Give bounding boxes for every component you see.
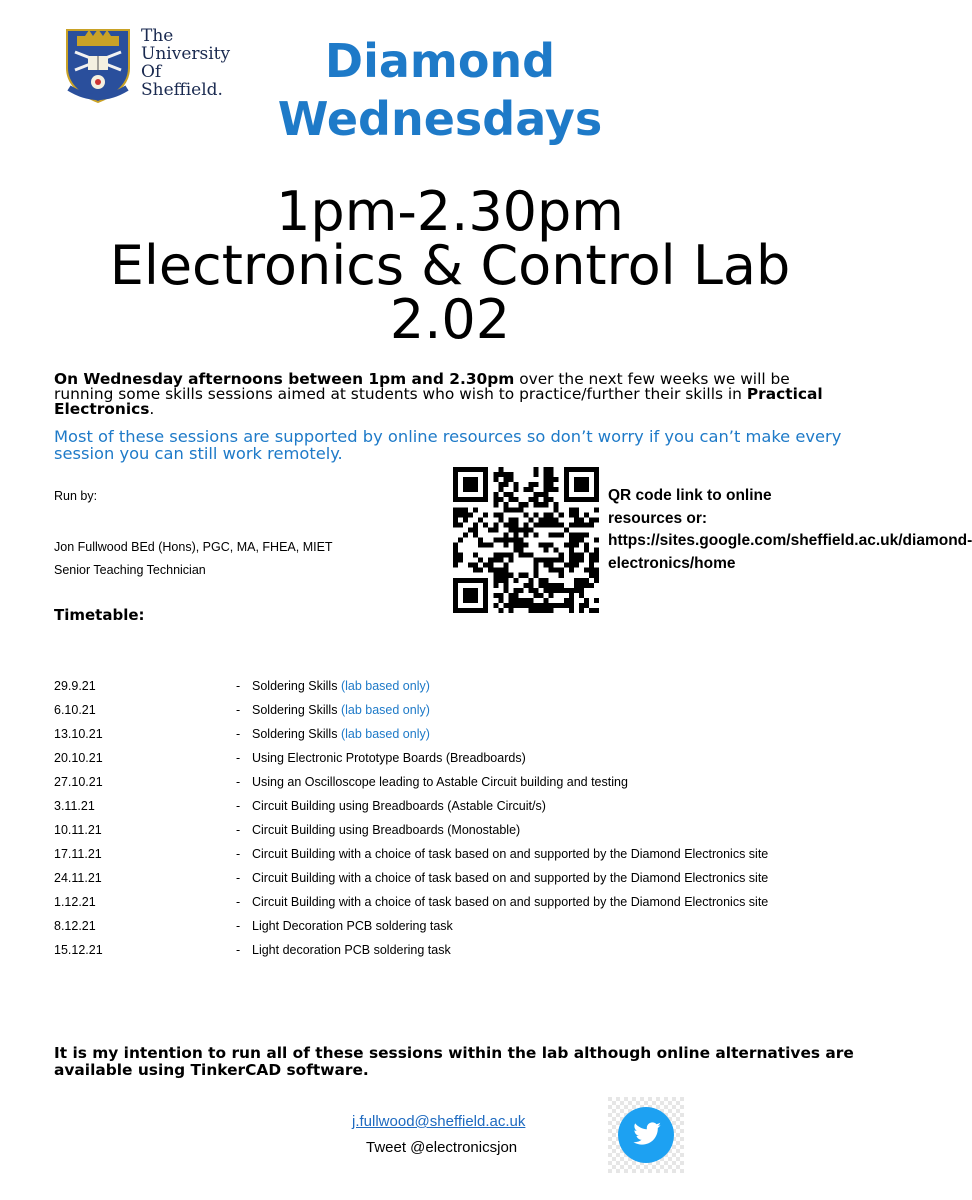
email-link[interactable]: j.fullwood@sheffield.ac.uk: [352, 1113, 526, 1130]
row-desc: [252, 679, 430, 693]
row-date: 8.12.21: [54, 919, 96, 933]
row-desc-text: Circuit Building with a choice of task based on and supported by the Diamond Electronics site: [252, 895, 769, 909]
intro-bold-topic: Practical Electronics: [54, 385, 823, 418]
row-date: 3.11.21: [54, 799, 95, 813]
row-dash: -: [236, 871, 241, 885]
row-date: 17.11.21: [54, 847, 102, 861]
qr-code-icon[interactable]: [453, 467, 599, 613]
runner-name: Jon Fullwood BEd (Hons), PGC, MA, FHEA, MIET: [54, 540, 333, 554]
row-dash: -: [236, 919, 241, 933]
university-logo-text: [141, 27, 230, 99]
online-resources-note: Most of these sessions are supported by online resources so don’t worry if you can’t make every session you can still work remotely.: [54, 427, 842, 463]
timetable-row: [0, 679, 900, 701]
row-desc: [252, 751, 526, 765]
row-date: 6.10.21: [54, 703, 96, 717]
qr-caption: QR code link to online resources or: https://sites.google.com/sheffield.ac.uk/diamond-electronics/home: [608, 487, 972, 572]
row-dash: -: [236, 943, 241, 957]
row-desc-text: Light decoration PCB soldering task: [252, 943, 451, 957]
row-desc-text: Circuit Building with a choice of task based on and supported by the Diamond Electronics site: [252, 871, 769, 885]
timetable-row: [0, 703, 900, 725]
row-desc: [252, 895, 768, 909]
session-room: 2.02: [389, 288, 511, 351]
row-desc: [252, 703, 430, 717]
row-desc-text: Light Decoration PCB soldering task: [252, 919, 453, 933]
row-date: 24.11.21: [54, 871, 102, 885]
page-title: [240, 32, 640, 148]
university-crest-icon: [63, 26, 133, 104]
logo-line: Of: [141, 62, 162, 82]
row-date: 10.11.21: [54, 823, 102, 837]
row-dash: -: [236, 799, 241, 813]
row-dash: -: [236, 751, 241, 765]
row-dash: -: [236, 895, 241, 909]
row-desc: [252, 727, 430, 741]
row-desc-text: Circuit Building using Breadboards (Monostable): [252, 823, 521, 837]
row-desc: [252, 847, 768, 861]
closing-statement: It is my intention to run all of these sessions within the lab although online alternatives are available using TinkerCAD software.: [54, 1044, 854, 1079]
timetable-row: [0, 823, 900, 845]
twitter-handle: Tweet @electronicsjon: [366, 1139, 518, 1156]
intro-text: over the next few weeks we will be running some skills sessions aimed at students who wish to practice/further their skills in: [54, 370, 790, 403]
row-dash: -: [236, 703, 241, 717]
logo-line: The: [141, 26, 174, 46]
timetable-heading: Timetable:: [54, 606, 145, 624]
row-date: 15.12.21: [54, 943, 103, 957]
row-desc: [252, 919, 453, 933]
row-dash: -: [236, 823, 241, 837]
row-desc-text: Circuit Building with a choice of task based on and supported by the Diamond Electronics site: [252, 847, 769, 861]
session-location: Electronics & Control Lab: [109, 234, 791, 297]
logo-line: University: [141, 44, 231, 64]
row-desc-text: Using an Oscilloscope leading to Astable Circuit building and testing: [252, 775, 628, 789]
row-desc-text: Soldering Skills: [252, 727, 341, 741]
runner-role: Senior Teaching Technician: [54, 563, 206, 577]
timetable-row: [0, 943, 900, 965]
row-note: (lab based only): [340, 703, 430, 717]
row-dash: -: [236, 679, 241, 693]
row-date: 13.10.21: [54, 727, 103, 741]
run-by-label: Run by:: [54, 489, 98, 503]
row-date: 20.10.21: [54, 751, 103, 765]
row-dash: -: [236, 775, 241, 789]
row-note: (lab based only): [340, 679, 430, 693]
title-line-1: Diamond: [324, 34, 556, 88]
twitter-bird-icon[interactable]: [608, 1097, 684, 1173]
timetable-row: [0, 751, 900, 773]
timetable-row: [0, 799, 900, 821]
title-line-2: Wednesdays: [277, 92, 603, 146]
logo-line: Sheffield.: [141, 80, 223, 100]
row-desc-text: Circuit Building using Breadboards (Astable Circuit/s): [252, 799, 546, 813]
row-desc: [252, 943, 451, 957]
timetable-row: [0, 871, 900, 893]
intro-end: .: [149, 400, 155, 418]
row-desc: [252, 823, 520, 837]
row-desc: [252, 775, 628, 789]
row-desc-text: Soldering Skills: [252, 703, 341, 717]
timetable-row: [0, 775, 900, 797]
timetable-row: [0, 919, 900, 941]
row-desc-text: Using Electronic Prototype Boards (Breadboards): [252, 751, 526, 765]
timetable-row: [0, 895, 900, 917]
timetable-row: [0, 727, 900, 749]
session-time: 1pm-2.30pm: [276, 180, 624, 243]
row-desc-text: Soldering Skills: [252, 679, 341, 693]
row-desc: [252, 799, 546, 813]
row-date: 29.9.21: [54, 679, 96, 693]
row-date: 27.10.21: [54, 775, 103, 789]
row-dash: -: [236, 847, 241, 861]
row-note: (lab based only): [340, 727, 430, 741]
timetable-row: [0, 847, 900, 869]
intro-paragraph: [54, 372, 854, 417]
row-desc: [252, 871, 768, 885]
intro-bold-time: On Wednesday afternoons between 1pm and 2.30pm: [54, 370, 515, 388]
row-date: 1.12.21: [54, 895, 96, 909]
row-dash: -: [236, 727, 241, 741]
